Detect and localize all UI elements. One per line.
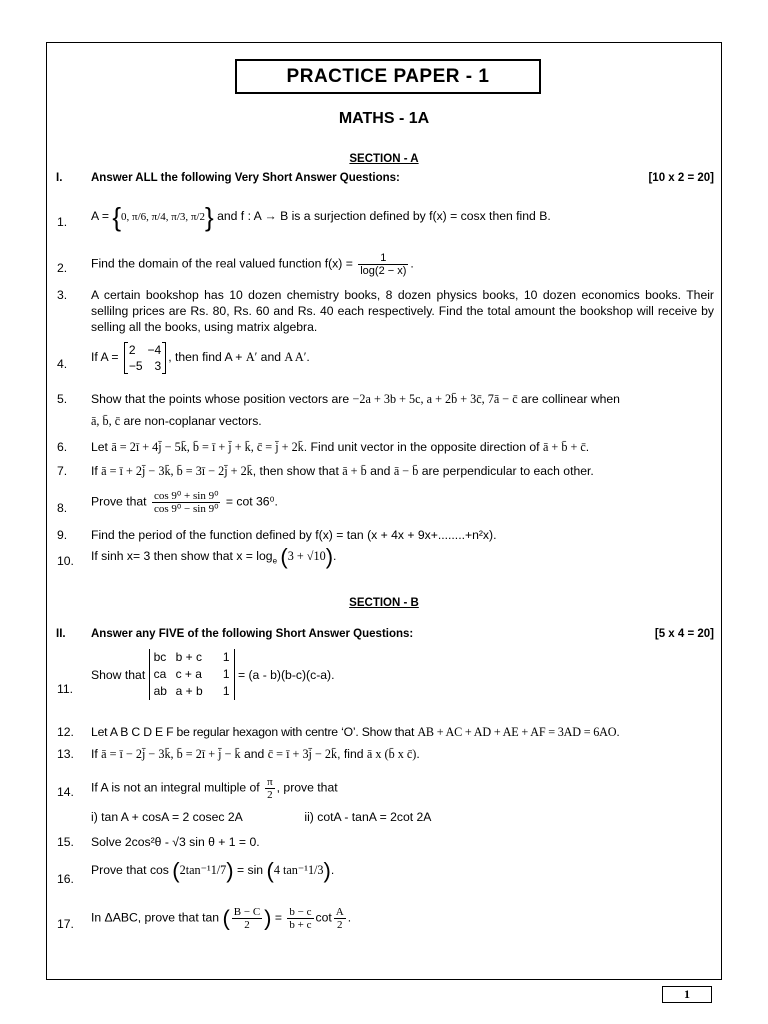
q-text: are non-coplanar vectors. (123, 414, 262, 428)
det-cell: a + b (175, 684, 203, 698)
matrix-cell: −5 (128, 359, 143, 373)
question-text (91, 463, 714, 479)
q-math: ā − b̄ (393, 464, 419, 478)
question-17 (57, 906, 714, 942)
question-text (91, 746, 714, 762)
q-text: Show that the points whose position vectors are (91, 392, 350, 406)
page-number: 1 (662, 986, 712, 1003)
question-16 (57, 857, 714, 894)
det-cell: 1 (222, 684, 230, 698)
question-2 (57, 252, 714, 282)
section-a-title: SECTION - A (349, 153, 419, 165)
question-4 (57, 342, 714, 380)
q-text: Prove that (91, 494, 147, 509)
q-math: ā + b̄ (342, 464, 367, 478)
q-math: A′ (245, 350, 258, 365)
q-text: , then find A + (168, 350, 243, 365)
determinant (149, 649, 235, 700)
denominator: 2 (267, 789, 273, 801)
q-math: ā + b̄ + c̄ (542, 440, 586, 454)
question-number: 3. (57, 288, 68, 302)
question-number: 5. (57, 392, 68, 406)
q-text: Let (91, 440, 108, 454)
denominator: 2 (336, 919, 343, 931)
paren-right: ) (264, 905, 272, 931)
question-text (91, 776, 714, 801)
question-number: 16. (57, 872, 74, 886)
q-text: Prove that cos (91, 863, 169, 877)
q-text: and f : A → B is a surjection defined by f(x) = cosx then find B. (217, 209, 551, 223)
paren-right: ) (226, 857, 234, 883)
question-1 (57, 201, 714, 236)
q-math: 1/3 (307, 863, 324, 877)
matrix-cell: 2 (128, 343, 136, 357)
q-math: 4 tan⁻¹ (273, 863, 308, 877)
q-math: ā, b̄, c̄ (91, 414, 121, 428)
q-subscript: e (272, 556, 278, 566)
q-math: 1/7 (210, 863, 227, 877)
section-b-title: SECTION - B (349, 597, 419, 609)
q-text: . (616, 725, 620, 739)
part-i: i) tan A + cosA = 2 cosec 2A (91, 810, 243, 824)
paren-right: ) (325, 543, 334, 569)
q-text: . (410, 256, 414, 271)
part-ii: ii) cotA - tanA = 2cot 2A (304, 810, 432, 824)
question-7 (57, 463, 714, 481)
q-text: = (a - b)(b-c)(c-a). (237, 667, 335, 682)
set-a: 0, π/6, π/4, π/3, π/2 (121, 211, 205, 223)
denominator: log(2 − x) (360, 265, 407, 277)
q-text: If (91, 464, 98, 478)
numerator: B − C (233, 906, 261, 918)
q-text: If A is not an integral multiple of (91, 780, 260, 795)
question-number: 11. (57, 682, 74, 696)
question-text (91, 543, 714, 569)
paren-left: ( (280, 543, 288, 569)
q-text: If A = (91, 350, 119, 365)
question-number: 4. (57, 357, 68, 371)
question-8 (57, 490, 714, 522)
question-number: 1. (57, 215, 68, 229)
question-text (91, 252, 714, 277)
fraction (232, 906, 262, 931)
numerator: b − c (289, 906, 312, 918)
question-number: 13. (57, 747, 74, 761)
question-text (91, 906, 714, 931)
fraction (287, 906, 313, 931)
det-cell: ca (153, 667, 167, 681)
paren-right: ) (323, 857, 331, 883)
q-text: If (91, 747, 98, 761)
q-text: In ΔABC, prove that tan (91, 910, 220, 925)
paper-title: PRACTICE PAPER - 1 (235, 59, 541, 94)
section-roman: I. (56, 172, 63, 184)
q-math: 2tan⁻¹ (179, 863, 211, 877)
section-marks: [10 x 2 = 20] (648, 172, 714, 184)
question-number: 14. (57, 785, 74, 799)
question-text (91, 201, 714, 232)
fraction (334, 906, 346, 931)
det-cell: 1 (222, 667, 230, 681)
q-text: , find (337, 747, 364, 761)
matrix-cell: 3 (154, 359, 162, 373)
section-instruction: Answer any FIVE of the following Short Answer Questions: (91, 628, 414, 640)
q-text: . (585, 440, 590, 454)
question-parts (91, 809, 714, 825)
question-text (91, 857, 714, 883)
question-11 (57, 649, 714, 709)
q-text: are collinear when (521, 392, 620, 406)
subject-title: MATHS - 1A (338, 110, 430, 127)
question-number: 7. (57, 464, 68, 478)
q-text: . (347, 910, 352, 925)
q-text: . (333, 549, 337, 563)
q-math: A A′ (284, 350, 307, 365)
question-6 (57, 439, 714, 457)
q-text: and (243, 747, 265, 761)
numerator: π (267, 776, 273, 788)
det-cell: bc (153, 650, 167, 664)
question-number: 12. (57, 725, 74, 739)
question-text (91, 490, 714, 515)
q-math: ā = ī + 2j̄ − 3k̄, b̄ = 3ī − 2j̄ + 2k̄ (101, 464, 253, 478)
question-number: 6. (57, 440, 68, 454)
numerator: A (335, 906, 344, 918)
q-math: ā = ī − 2j̄ − 3k̄, b̄ = 2ī + j̄ − k̄ (101, 747, 241, 761)
brace-left: { (112, 201, 122, 232)
question-number: 2. (57, 261, 68, 275)
section-instruction: Answer ALL the following Very Short Answer Questions: (91, 172, 400, 184)
question-number: 10. (57, 554, 74, 568)
q-text: and (370, 464, 391, 478)
q-math: c̄ = ī + 3j̄ − 2k̄ (267, 747, 338, 761)
q-text: Let A B C D E F be regular hexagon with centre ‘O’. Show that (91, 725, 415, 739)
question-text: A certain bookshop has 10 dozen chemistry books, 8 dozen physics books, 10 dozen economics books. Their sellilng prices are Rs. 80, Rs. 60 and Rs. 40 each respectively. Find the total amount the bookshop will receive by selling all the books, using matrix algebra. (91, 288, 714, 334)
paren-left: ( (222, 905, 230, 931)
question-9 (57, 527, 714, 545)
q-math: ā = 2ī + 4j̄ − 5k̄, b̄ = ī + j̄ + k̄, c̄ = j̄ + 2k̄ (111, 440, 304, 454)
section-marks: [5 x 4 = 20] (654, 628, 714, 640)
q-text: Find the domain of the real valued function f(x) = (91, 256, 353, 271)
matrix-cell: −4 (147, 343, 162, 357)
section-roman: II. (56, 628, 66, 640)
question-text (91, 342, 714, 374)
q-math: AB + AC + AD + AE + AF = 3AD = 6AO (417, 725, 617, 739)
q-text: = sin (237, 863, 264, 877)
det-cell: 1 (222, 650, 230, 664)
q-text: Show that (91, 667, 146, 682)
question-text (91, 649, 714, 700)
question-15 (57, 834, 714, 852)
question-10 (57, 543, 714, 574)
q-text: A = (91, 209, 109, 223)
question-text (91, 439, 714, 455)
fraction (358, 252, 408, 277)
q-text: . Find unit vector in the opposite direction of (303, 440, 540, 454)
q-text: If sinh x= 3 then show that x = log (91, 549, 273, 563)
paren-left: ( (172, 857, 180, 883)
numerator: 1 (358, 252, 408, 265)
numerator: cos 9⁰ + sin 9⁰ (153, 490, 219, 502)
denominator: cos 9⁰ − sin 9⁰ (153, 503, 219, 515)
question-number: 15. (57, 835, 74, 849)
question-number: 9. (57, 528, 68, 542)
fraction (265, 776, 275, 801)
paren-left: ( (266, 857, 274, 883)
q-text: . (416, 747, 420, 761)
q-text: cot (315, 910, 332, 925)
matrix-a (124, 342, 166, 374)
question-13 (57, 746, 714, 764)
question-number: 17. (57, 917, 74, 931)
q-math: −2a + 3b + 5c, a + 2b̄ + 3c̄, 7ā − c̄ (352, 392, 518, 406)
question-5 (57, 391, 714, 427)
q-text: , prove that (276, 780, 338, 795)
q-text: . (330, 863, 335, 877)
question-text: Solve 2cos²θ - √3 sin θ + 1 = 0. (91, 835, 260, 849)
q-text: . (306, 350, 310, 365)
det-cell: ab (153, 684, 167, 698)
brace-right: } (205, 201, 214, 232)
det-cell: c + a (175, 667, 202, 681)
question-12 (57, 724, 714, 742)
question-text (91, 391, 714, 429)
denominator: 2 (244, 919, 250, 931)
denominator: b + c (289, 919, 312, 931)
q-text: , then show that (252, 464, 339, 478)
det-cell: b + c (175, 650, 202, 664)
q-text: and (260, 350, 282, 365)
q-text: = (274, 910, 283, 925)
q-math: 3 + √10 (287, 549, 326, 563)
q-math: ā x (b̄ x c̄) (366, 747, 417, 761)
question-3 (57, 287, 714, 335)
question-number: 8. (57, 501, 68, 515)
question-14 (57, 776, 714, 826)
question-text: Find the period of the function defined by f(x) = tan (x + 4x + 9x+........+n²x). (91, 528, 497, 542)
fraction (152, 490, 221, 515)
question-text (91, 724, 714, 740)
q-text: = cot 36⁰. (225, 494, 278, 509)
q-text: are perpendicular to each other. (421, 464, 594, 478)
